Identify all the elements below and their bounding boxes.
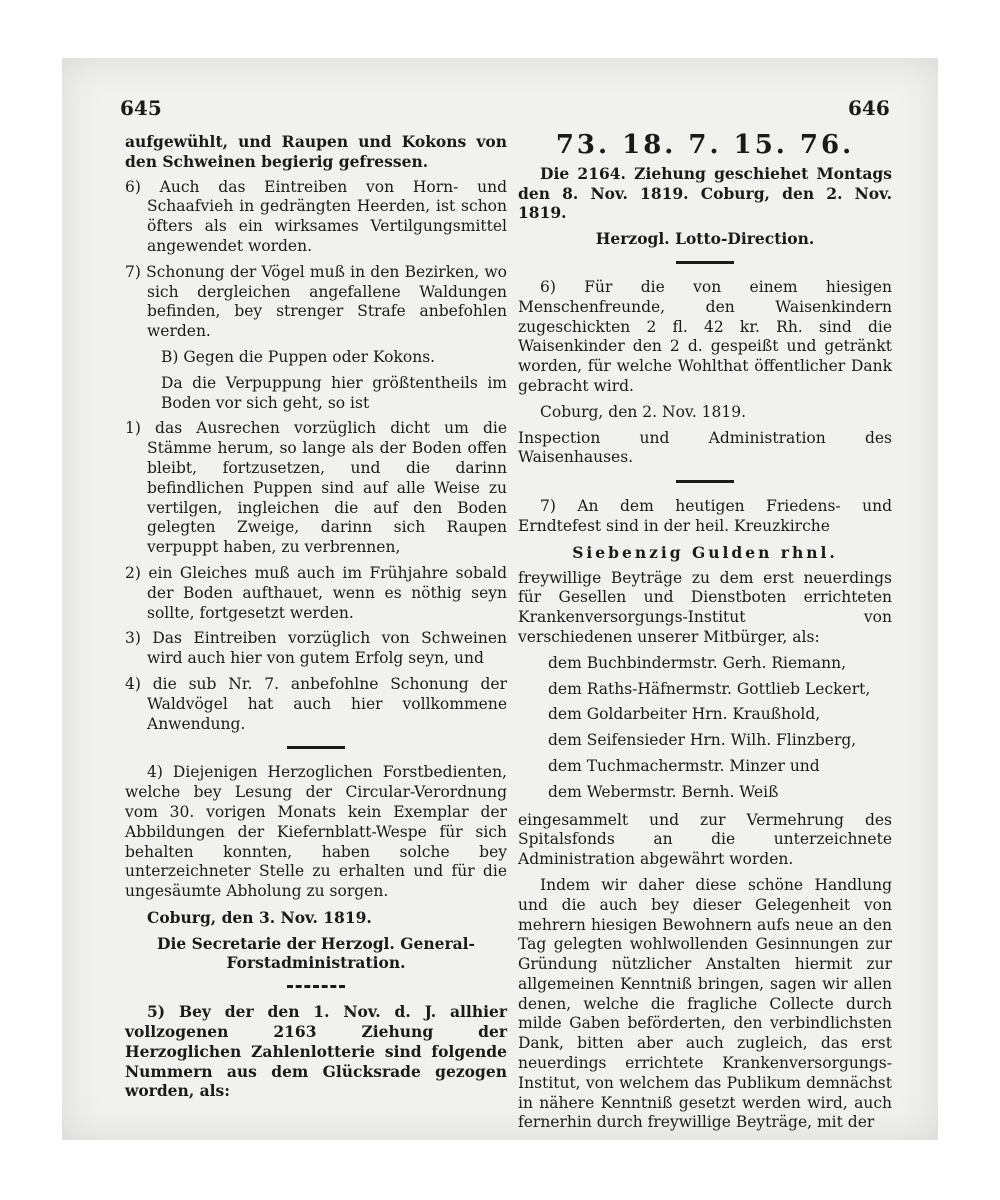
donor-name: dem Tuchmachermstr. Minzer und <box>548 756 820 775</box>
left-notice-4: 4) Diejenigen Herzoglichen Forstbedienten, welche bey Lesung der Circular-Verordnung vom 30. vorigen Monats kein Exemplar der Abbildungen der Kiefernblatt-Wespe für sich behalten konnten, haben solche bey unterzeichneter Stelle zu erhalten und für die ungesäumte Abholung zu sorgen. <box>125 763 507 901</box>
right-next-drawing: Die 2164. Ziehung geschiehet Montags den 8. Nov. 1819. Coburg, den 2. Nov. 1819. <box>518 163 892 223</box>
right-collected: eingesammelt und zur Vermehrung des Spitalsfonds an die unterzeichnete Administration abgewährt worden. <box>518 810 892 869</box>
left-item-6: 6) Auch das Eintreiben von Horn- und Schaafvieh in gedrängten Heerden, ist schon öfters als ein wirksames Vertilgungsmittel angewendet worden. <box>125 177 507 255</box>
separator-rule <box>676 480 734 483</box>
right-date: Coburg, den 2. Nov. 1819. <box>540 402 747 421</box>
lottery-numbers: 73. 18. 7. 15. 76. <box>555 130 855 160</box>
left-notice-5: 5) Bey der den 1. Nov. d. J. allhier vollzogenen 2163 Ziehung der Herzoglichen Zahlenlotterie sind folgende Nummern aus dem Glücksrade gezogen worden, als: <box>125 1002 507 1101</box>
left-subitem-1: 1) das Ausrechen vorzüglich dicht um die Stämme herum, so lange als der Boden offen bleibt, fortzusetzen, und die darinn befindlichen Puppen sind auf alle Weise zu vertilgen, ingleichen die auf den Boden gelegten Zweige, darinn sich Raupen verpuppt haben, zu verbrennen, <box>125 419 507 557</box>
left-intro-puppen: Da die Verpuppung hier größtentheils im Boden vor sich geht, so ist <box>161 373 507 412</box>
separator-rule <box>287 746 345 749</box>
right-signature-lotto: Herzogl. Lotto-Direction. <box>595 229 815 249</box>
left-heading-b: B) Gegen die Puppen oder Kokons. <box>161 347 436 366</box>
right-notice-6: 6) Für die von einem hiesigen Menschenfreunde, den Waisenkindern zugeschickten 2 fl. 42 kr. Rh. sind die Waisenkinder den 2 d. gespeißt und getränkt worden, für welche Wohlthat öffentlicher Dank gebracht wird. <box>518 277 892 395</box>
separator-dashed <box>287 985 345 988</box>
donor-name: dem Raths-Häfnermstr. Gottlieb Leckert, <box>548 679 871 698</box>
separator-rule <box>676 261 734 264</box>
left-subitem-2: 2) ein Gleiches muß auch im Frühjahre sobald der Boden aufthauet, wenn es nöthig seyn sollte, fortgesetzt werden. <box>125 563 507 622</box>
left-paragraph-1: aufgewühlt, und Raupen und Kokons von den Schweinen begierig gefressen. <box>125 132 507 171</box>
donor-list <box>518 654 892 803</box>
right-notice-7: 7) An dem heutigen Friedens- und Erndtefest sind in der heil. Kreuzkirche <box>518 497 892 535</box>
page-number-right: 646 <box>848 96 890 120</box>
page-number-left: 645 <box>120 96 162 120</box>
left-subitem-4: 4) die sub Nr. 7. anbefohlne Schonung der Waldvögel hat auch hier vollkommene Anwendung. <box>125 674 507 733</box>
right-signature-waisenhaus: Inspection und Administration des Waisenhauses. <box>518 428 892 467</box>
right-closing-paragraph: Indem wir daher diese schöne Handlung und die auch bey dieser Gelegenheit von mehrern hiesigen Bewohnern aufs neue an den Tag gelegten wohlwollenden Gesinnungen zur Gründung nützlicher Anstalten hiermit zur allgemeinen Kenntniß bringen, sagen wir allen denen, welche die fragliche Collecte durch milde Gaben beförderten, den verbindlichsten Dank, bitten aber auch zugleich, das erst neuerdings errichtete Krankenversorgungs-Institut, von welchem das Publikum demnächst in nähere Kenntniß gesetzt werden wird, auch fernerhin durch freywillige Beyträge, mit der <box>518 875 892 1132</box>
donor-name: dem Goldarbeiter Hrn. Kraußhold, <box>548 705 821 724</box>
left-subitem-3: 3) Das Eintreiben vorzüglich von Schweinen wird auch hier von gutem Erfolg seyn, und <box>125 629 507 668</box>
left-date: Coburg, den 3. Nov. 1819. <box>147 907 372 927</box>
donor-name: dem Webermstr. Bernh. Weiß <box>548 782 779 801</box>
donation-amount: Siebenzig Gulden rhnl. <box>572 542 838 562</box>
left-item-7: 7) Schonung der Vögel muß in den Bezirken, wo sich dergleichen angefallene Waldungen befinden, bey strenger Strafe anbefohlen werden. <box>125 262 507 341</box>
donor-name: dem Buchbindermstr. Gerh. Riemann, <box>548 653 846 672</box>
right-donation-purpose: freywillige Beyträge zu dem erst neuerdings für Gesellen und Dienstboten errichteten Krankenversorgungs-Institut von verschiedenen unserer Mitbürger, als: <box>518 568 892 646</box>
right-column <box>518 132 892 1139</box>
left-column <box>125 132 507 1107</box>
donor-name: dem Seifensieder Hrn. Wilh. Flinzberg, <box>548 731 857 750</box>
left-signature: Die Secretarie der Herzogl. General-Forstadministration. <box>157 933 475 973</box>
